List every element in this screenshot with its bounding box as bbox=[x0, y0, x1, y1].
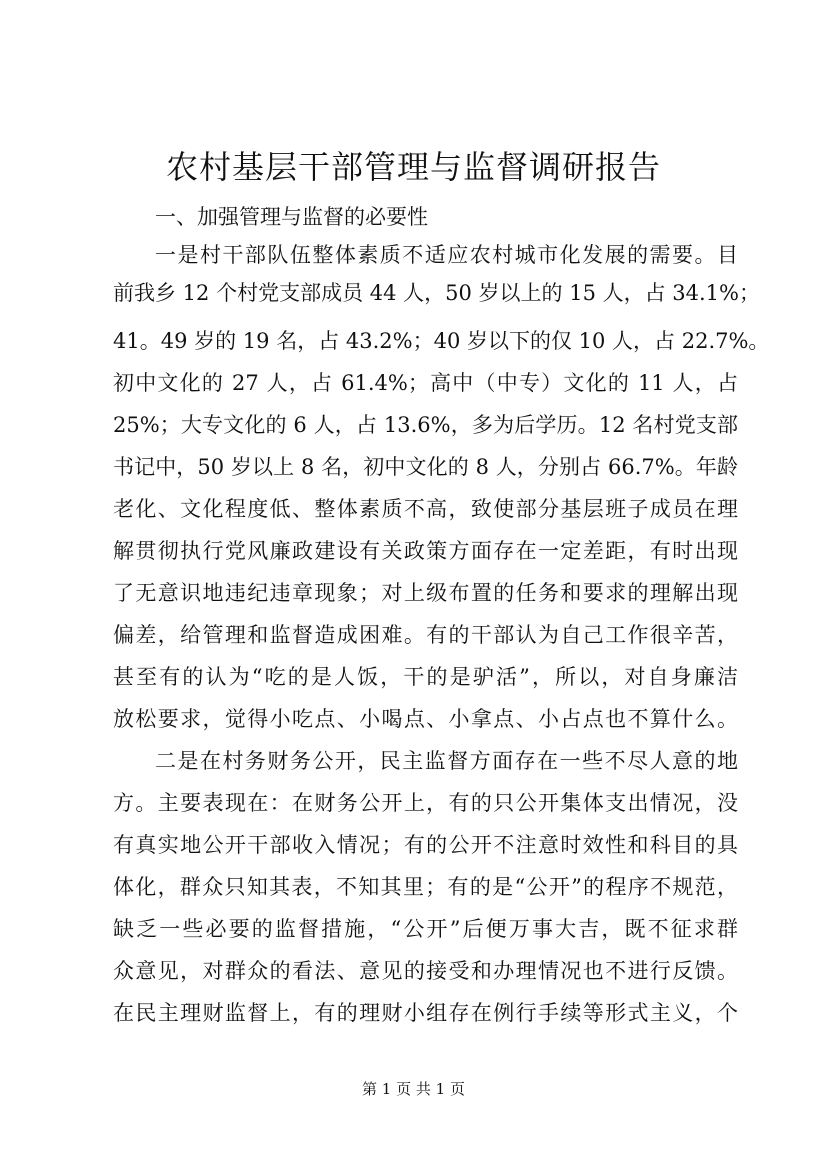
paragraph-line: 41。49 岁的 19 名，占 43.2%；40 岁以下的仅 10 人，占 22.7%。 bbox=[113, 329, 770, 353]
document-title: 农村基层干部管理与监督调研报告 bbox=[165, 148, 661, 186]
paragraph-line: 方。主要表现在：在财务公开上，有的只公开集体支出情况，没 bbox=[113, 791, 738, 815]
paragraph-line: 有真实地公开干部收入情况；有的公开不注意时效性和科目的具 bbox=[113, 833, 738, 857]
paragraph-line: 了无意识地违纪违章现象；对上级布置的任务和要求的理解出现 bbox=[113, 581, 738, 605]
paragraph-line: 初中文化的 27 人，占 61.4%；高中（中专）文化的 11 人，占 bbox=[113, 371, 738, 395]
paragraph-line: 甚至有的认为“吃的是人饭，干的是驴活”，所以，对自身廉洁 bbox=[113, 665, 738, 689]
page-number-footer: 第 1 页 共 1 页 bbox=[362, 1080, 465, 1098]
paragraph-line: 在民主理财监督上，有的理财小组存在例行手续等形式主义，个 bbox=[113, 1001, 738, 1025]
paragraph-line: 体化，群众只知其表，不知其里；有的是“公开”的程序不规范， bbox=[113, 875, 738, 899]
paragraph-line: 二是在村务财务公开，民主监督方面存在一些不尽人意的地 bbox=[155, 749, 738, 773]
paragraph-line: 偏差，给管理和监督造成困难。有的干部认为自己工作很辛苦， bbox=[113, 623, 738, 647]
section-heading: 一、加强管理与监督的必要性 bbox=[155, 205, 428, 229]
paragraph-line: 书记中，50 岁以上 8 名，初中文化的 8 人，分别占 66.7%。年龄 bbox=[113, 455, 738, 479]
paragraph-line: 一是村干部队伍整体素质不适应农村城市化发展的需要。目 bbox=[155, 243, 738, 267]
paragraph-line: 放松要求，觉得小吃点、小喝点、小拿点、小占点也不算什么。 bbox=[113, 707, 738, 731]
paragraph-line: 解贯彻执行党风廉政建设有关政策方面存在一定差距，有时出现 bbox=[113, 539, 738, 563]
paragraph-line: 老化、文化程度低、整体素质不高，致使部分基层班子成员在理 bbox=[113, 497, 738, 521]
paragraph-line: 缺乏一些必要的监督措施，“公开”后便万事大吉，既不征求群 bbox=[113, 917, 738, 941]
paragraph-line: 25%；大专文化的 6 人，占 13.6%，多为后学历。12 名村党支部 bbox=[113, 413, 738, 437]
paragraph-line: 前我乡 12 个村党支部成员 44 人，50 岁以上的 15 人，占 34.1%； bbox=[113, 281, 760, 305]
paragraph-line: 众意见，对群众的看法、意见的接受和办理情况也不进行反馈。 bbox=[113, 959, 738, 983]
